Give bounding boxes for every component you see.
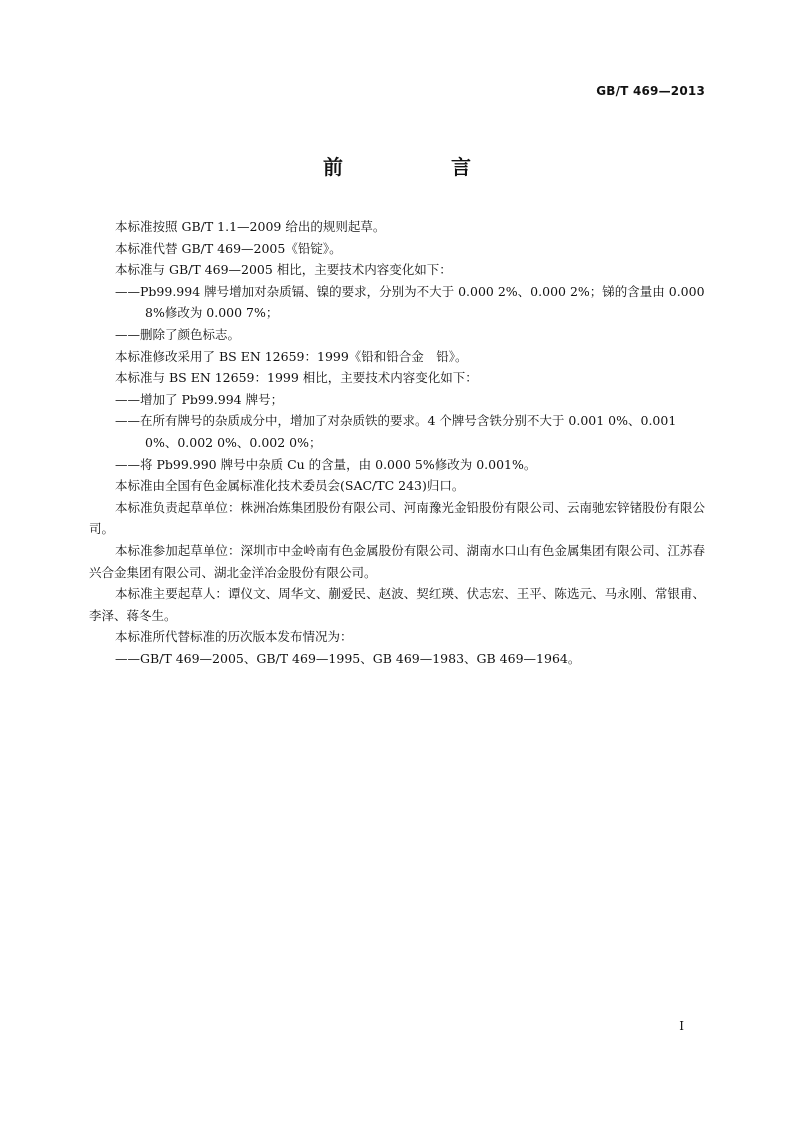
- paragraph: 本标准参加起草单位：深圳市中金岭南有色金属股份有限公司、湖南水口山有色金属集团有限公司、江苏春兴合金集团有限公司、湖北金洋冶金股份有限公司。: [89, 542, 705, 580]
- paragraph: 本标准与 BS EN 12659：1999 相比，主要技术内容变化如下：: [115, 370, 478, 386]
- page-title: 前 言: [323, 155, 515, 179]
- dash-list-item: ——增加了 Pb99.994 牌号；: [115, 391, 284, 407]
- foreword-body: [89, 216, 705, 669]
- standard-code: GB/T 469—2013: [596, 84, 705, 98]
- dash-list-item: ——在所有牌号的杂质成分中，增加了对杂质铁的要求。4 个牌号含铁分别不大于 0.001 0%、0.001 0%、0.002 0%、0.002 0%；: [115, 413, 677, 450]
- dash-list-item: ——GB/T 469—2005、GB/T 469—1995、GB 469—1983、GB 469—1964。: [115, 650, 581, 666]
- dash-list-item: ——将 Pb99.990 牌号中杂质 Cu 的含量，由 0.000 5%修改为 0.001%。: [115, 456, 537, 472]
- paragraph: 本标准由全国有色金属标准化技术委员会(SAC/TC 243)归口。: [115, 478, 465, 494]
- paragraph: 本标准代替 GB/T 469—2005《铅锭》。: [115, 240, 342, 256]
- dash-list-item: ——Pb99.994 牌号增加对杂质镉、镍的要求，分别为不大于 0.000 2%、0.000 2%；锑的含量由 0.000 8%修改为 0.000 7%；: [115, 283, 705, 321]
- dash-list-item: ——删除了颜色标志。: [115, 326, 241, 342]
- paragraph: 本标准主要起草人：谭仪文、周华文、蒯爱民、赵波、契红瑛、伏志宏、王平、陈选元、马永刚、常银甫、李泽、蒋冬生。: [89, 586, 705, 623]
- paragraph: 本标准修改采用了 BS EN 12659：1999《铅和铅合金 铅》。: [115, 348, 468, 364]
- paragraph: 本标准所代替标准的历次版本发布情况为：: [115, 629, 353, 645]
- paragraph: 本标准负责起草单位：株洲冶炼集团股份有限公司、河南豫光金铅股份有限公司、云南驰宏锌锗股份有限公司。: [89, 499, 705, 537]
- paragraph: 本标准按照 GB/T 1.1—2009 给出的规则起草。: [115, 219, 386, 234]
- paragraph: 本标准与 GB/T 469—2005 相比，主要技术内容变化如下：: [115, 262, 452, 278]
- page-number: I: [679, 1019, 684, 1033]
